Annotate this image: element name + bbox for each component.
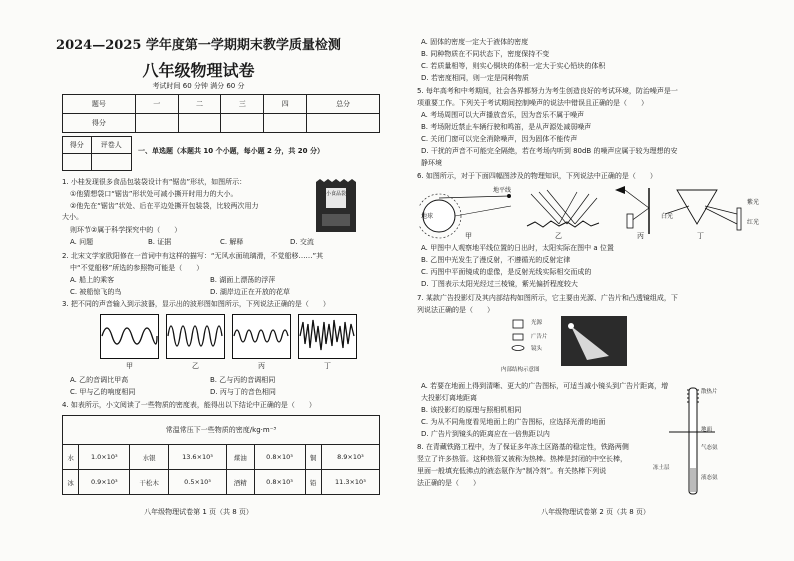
score-header: 题号 <box>63 95 136 114</box>
q2-option-c[interactable]: C. 被船惊飞的鸟 <box>70 288 122 296</box>
projector-photo <box>561 316 627 366</box>
q2-option-b[interactable]: B. 湖面上漂荡的浮萍 <box>210 276 276 284</box>
q1-line2: ①他猜想袋口“锯齿”形状处可减小撕开时用力的大小。 <box>70 190 238 198</box>
score-cell[interactable] <box>178 114 221 133</box>
heat-pipe-label-fins: 散热片 <box>701 389 718 395</box>
q3-option-d[interactable]: D. 丙与丁的音色相同 <box>210 388 276 396</box>
exam-title: 2024—2025 学年度第一学期期末教学质量检测 <box>56 38 341 53</box>
grader-score-cell[interactable] <box>63 154 92 171</box>
section-1-heading: 一、单选题（本题共 10 个小题，每小题 2 分，共 20 分） <box>138 147 324 155</box>
q1-option-d[interactable]: D. 交流 <box>290 238 314 246</box>
grader-score-label: 得分 <box>63 137 92 154</box>
score-cell[interactable] <box>264 114 307 133</box>
q4-option-a[interactable]: A. 固体的密度一定大于液体的密度 <box>421 38 529 46</box>
q2-line2: 中“不觉船移”所选的参照物可能是（ ） <box>70 264 204 272</box>
q8-line3: 里面一般填充低沸点的液态氨作为“制冷剂”。有关热棒下列说 <box>417 467 607 475</box>
waveform-ding <box>299 315 357 359</box>
grader-table <box>62 136 132 171</box>
optics-label-earth: 地球 <box>421 213 434 220</box>
projector-label-light: 光源 <box>531 320 543 326</box>
score-cell[interactable] <box>135 114 178 133</box>
waveform-figure <box>100 314 362 360</box>
q7-option-c[interactable]: C. 为从不同角度看见地面上的广告图标，应选择光滑的地面 <box>421 418 606 426</box>
heat-pipe-label-frozen-soil: 冻土层 <box>653 465 670 471</box>
heat-pipe-liquid <box>690 468 696 492</box>
density-cell: 水 <box>63 445 79 470</box>
grader-label: 评卷人 <box>91 137 131 154</box>
exam-info: 考试时间 60 分钟 满分 60 分 <box>152 82 245 90</box>
q1-line5: 则环节②属于科学探究中的（ ） <box>70 226 182 234</box>
density-cell: 0.8×10³ <box>254 445 305 470</box>
density-table <box>62 415 380 495</box>
q4-line1: 4. 如表所示，小文阅读了一些物质的密度表，能得出以下结论中正确的是（ ） <box>62 401 316 409</box>
q6-line1: 6. 如图所示，对于下面四幅图涉及的物理知识，下列说法中正确的是（ ） <box>417 172 657 180</box>
q3-option-c[interactable]: C. 甲与乙的响度相同 <box>70 388 136 396</box>
exam-subtitle: 八年级物理试卷 <box>142 61 255 80</box>
density-cell: 1.0×10³ <box>79 445 130 470</box>
q2-option-d[interactable]: D. 湖岸边正在开放的花草 <box>210 288 290 296</box>
density-cell: 13.6×10³ <box>168 445 226 470</box>
projector-internal-diagram <box>512 320 524 351</box>
q8-line2: 竖立了许多热管。这种热管又被称为热棒。热棒是封闭的中空长棒， <box>417 455 627 463</box>
projector-caption: 内部结构示意图 <box>501 367 540 373</box>
page-2-footer: 八年级物理试卷第 2 页（共 8 页） <box>541 508 650 516</box>
optics-fig-bing <box>615 186 649 234</box>
optics-label-jia: 甲 <box>465 232 472 240</box>
heat-pipe-label-ground: 地面 <box>701 427 713 433</box>
optics-label-white-light: 白光 <box>661 213 674 220</box>
exam-page-2 <box>397 0 794 561</box>
score-cell[interactable] <box>221 114 264 133</box>
heat-pipe-label-liquid: 液态氨 <box>701 475 718 481</box>
score-header: 四 <box>264 95 307 114</box>
heat-pipe-label-gas: 气态氨 <box>701 445 718 451</box>
score-header: 一 <box>135 95 178 114</box>
density-cell: 干松木 <box>130 470 169 495</box>
q8-line1: 8. 在青藏铁路工程中，为了保证多年冻土区路基的稳定性，铁路两侧 <box>417 443 629 451</box>
food-bag-figure <box>312 176 360 234</box>
q6-option-b[interactable]: B. 乙图中光发生了漫反射，不遵循光的反射定律 <box>421 256 571 264</box>
wave-label-jia: 甲 <box>126 362 133 370</box>
score-row-label: 得分 <box>63 114 136 133</box>
density-cell: 冰 <box>63 470 79 495</box>
food-bag-label: 小食品袋 <box>326 191 347 197</box>
density-cell: 0.5×10³ <box>168 470 226 495</box>
q7-line2: 列说法正确的是（ ） <box>417 306 494 314</box>
optics-fig-ding <box>665 190 741 230</box>
q8-line4: 法正确的是（ ） <box>417 479 480 487</box>
q3-line1: 3. 把不同的声音输入到示波器，显示出的波形图如图所示，下列说法正确的是（ ） <box>62 300 330 308</box>
q5-line2: 项重要工作。下列关于考试期间控制噪声的说法中错误且正确的是（ ） <box>417 99 648 107</box>
q1-option-a[interactable]: A. 问题 <box>70 238 94 246</box>
q5-option-c[interactable]: C. 关闭门窗可以完全消除噪声，因为固体不能传声 <box>421 135 578 143</box>
score-table <box>62 94 380 133</box>
q2-line1: 2. 北宋文学家欧阳修在一首词中有这样的描写：“无风水面琉璃滑，不觉船移……”其 <box>62 252 324 260</box>
optics-label-red: 红光 <box>747 219 760 226</box>
density-cell: 铅 <box>305 470 321 495</box>
density-cell: 11.3×10³ <box>321 470 379 495</box>
q2-option-a[interactable]: A. 船上的乘客 <box>70 276 115 284</box>
q5-option-a[interactable]: A. 考场周围可以大声播放音乐，因为音乐不属于噪声 <box>421 111 585 119</box>
q4-option-b[interactable]: B. 同种物质在不同状态下，密度保持不变 <box>421 50 550 58</box>
q5-line1: 5. 每年高考和中考期间，社会各界都努力为考生创造良好的考试环境，防治噪声是一 <box>417 87 678 95</box>
wave-label-ding: 丁 <box>324 362 331 370</box>
grader-cell[interactable] <box>91 154 131 171</box>
waveform-jia <box>101 315 159 359</box>
wave-label-yi: 乙 <box>192 362 199 370</box>
q5-option-d[interactable]: D. 干扰的声音不可能完全隔绝，若在考场内听到 80dB 的噪声应属于较为理想的安 <box>421 147 678 155</box>
q5-option-b[interactable]: B. 考场附近禁止车辆行驶和鸣笛，是从声源处减弱噪声 <box>421 123 592 131</box>
score-header: 三 <box>221 95 264 114</box>
q6-option-c[interactable]: C. 丙图中平面镜成的虚像，是反射光线实际相交而成的 <box>421 268 592 276</box>
density-cell: 酒精 <box>227 470 254 495</box>
density-table-caption: 常温常压下一些物质的密度/kg·m⁻³ <box>63 416 380 445</box>
optics-fig-yi <box>527 190 599 227</box>
score-cell[interactable] <box>307 114 380 133</box>
density-cell: 铜 <box>305 445 321 470</box>
q7-option-a[interactable]: A. 若要在地面上得到清晰、更大的广告图标，可适当减小镜头到广告片距离，增 <box>421 382 669 390</box>
q3-option-a[interactable]: A. 乙的音调比甲高 <box>70 376 129 384</box>
waveform-yi <box>167 315 225 359</box>
q1-line3: ②他先在“锯齿”状处、后在平边处撕开包装袋，比较两次用力 <box>70 202 259 210</box>
q3-option-b[interactable]: B. 乙与丙的音调相同 <box>210 376 276 384</box>
density-cell: 0.8×10³ <box>254 470 305 495</box>
score-header: 二 <box>178 95 221 114</box>
density-cell: 8.9×10³ <box>321 445 379 470</box>
projector-label-slide: 广告片 <box>531 334 548 340</box>
q6-option-a[interactable]: A. 甲图中人观察地平线位置的日出时，太阳实际在图中 a 位置 <box>421 244 614 252</box>
optics-label-ding: 丁 <box>697 232 704 240</box>
q7-line1: 7. 某款广告投影灯及其内部结构如图所示，它主要由光源、广告片和凸透镜组成，下 <box>417 294 678 302</box>
q4-option-c[interactable]: C. 若质量相等，则实心铜块的体积一定大于实心铅块的体积 <box>421 62 606 70</box>
q4-option-d[interactable]: D. 若密度相同，则一定是同种物质 <box>421 74 529 82</box>
density-cell: 煤油 <box>227 445 254 470</box>
density-cell: 0.9×10³ <box>79 470 130 495</box>
q1-option-c[interactable]: C. 解释 <box>220 238 244 246</box>
q1-line4: 大小。 <box>62 213 83 221</box>
optics-label-violet: 紫光 <box>747 199 760 206</box>
q7-option-d[interactable]: D. 广告片到镜头的距离应在一倍焦距以内 <box>421 430 550 438</box>
q6-option-d[interactable]: D. 丁图表示太阳光经过三棱镜，紫光偏折程度较大 <box>421 280 578 288</box>
waveform-bing <box>233 315 291 359</box>
density-cell: 水银 <box>130 445 169 470</box>
projector-label-lens: 镜头 <box>531 346 543 352</box>
page-1-footer: 八年级物理试卷第 1 页（共 8 页） <box>144 508 253 516</box>
score-header: 总分 <box>307 95 380 114</box>
q5-option-d-cont: 静环境 <box>421 159 442 167</box>
optics-label-bing: 丙 <box>637 232 644 240</box>
q7-option-b[interactable]: B. 该投影灯的原理与照相机相同 <box>421 406 522 414</box>
optics-label-horizon: 地平线 <box>493 187 512 194</box>
optics-label-yi: 乙 <box>555 232 562 240</box>
wave-label-bing: 丙 <box>258 362 265 370</box>
q7-option-a-cont: 大投影灯离地距离 <box>421 394 477 402</box>
q1-line1: 1. 小桂发现很多食品包装袋设计有“锯齿”形状，如图所示： <box>62 178 247 186</box>
q1-option-b[interactable]: B. 证据 <box>148 238 172 246</box>
